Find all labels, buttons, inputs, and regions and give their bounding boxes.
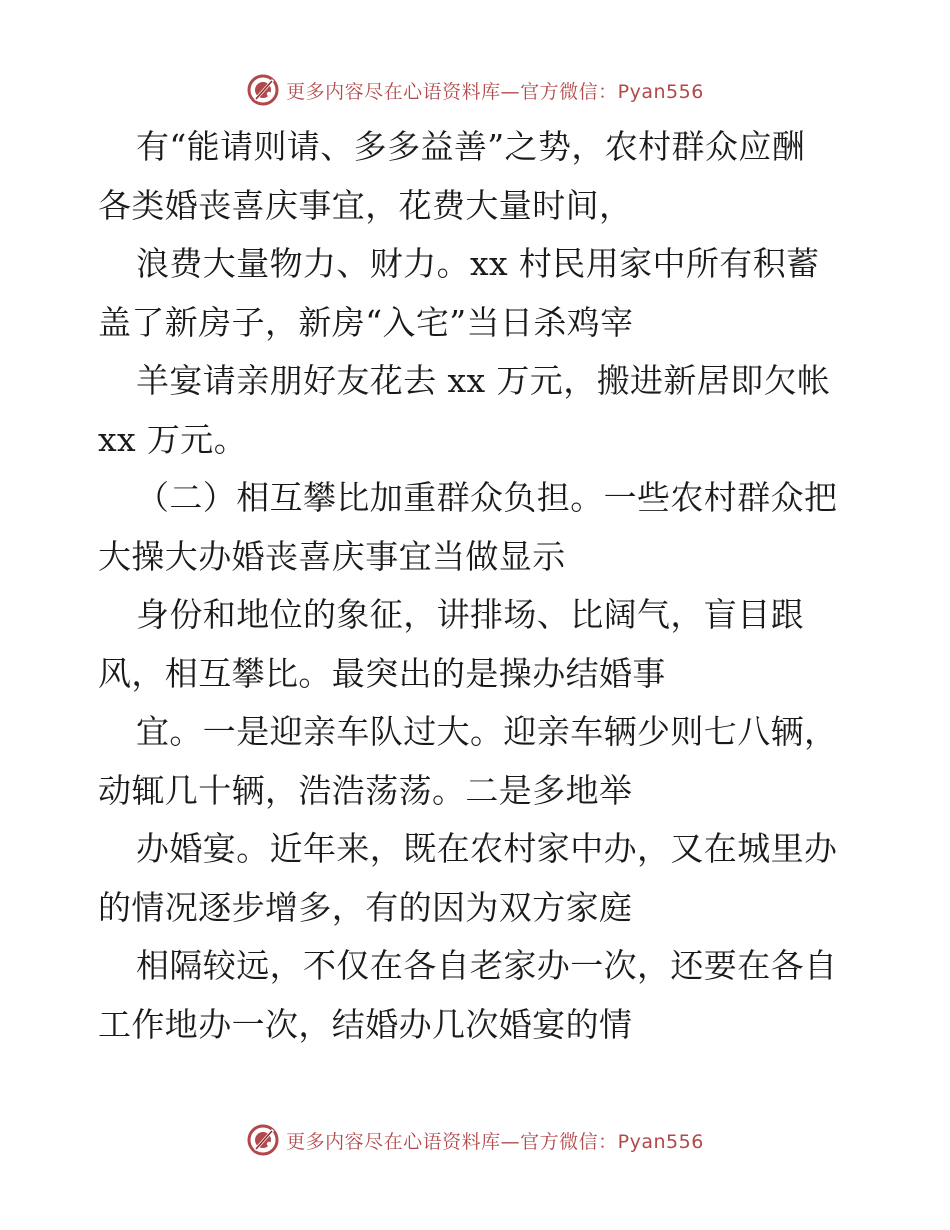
- text-line: 有“能请则请、多多益善”之势，农村群众应酬: [136, 127, 806, 166]
- text-line: 办婚宴。近年来，既在农村家中办，又在城里办: [136, 829, 838, 868]
- text-line: 动辄几十辆，浩浩荡荡。二是多地举: [98, 770, 633, 810]
- text-line: 身份和地位的象征，讲排场、比阔气，盲目跟: [136, 595, 804, 634]
- text-line: 盖了新房子，新房“入宅”当日杀鸡宰: [98, 302, 634, 342]
- text-line: 羊宴请亲朋好友花去 xx 万元，搬进新居即欠帐: [136, 361, 831, 400]
- text-line: xx 万元。: [98, 419, 248, 459]
- document-body: [98, 118, 858, 1054]
- text-line: 的情况逐步增多，有的因为双方家庭: [98, 887, 633, 927]
- text-line: 宜。一是迎亲车队过大。迎亲车辆少则七八辆，: [136, 712, 838, 751]
- text-line: 浪费大量物力、财力。xx 村民用家中所有积蓄: [136, 244, 820, 283]
- text-line: 工作地办一次，结婚办几次婚宴的情: [98, 1004, 633, 1044]
- watermark-text: 更多内容尽在心语资料库—官方微信：Pyan556: [286, 1130, 704, 1153]
- footer-watermark: [0, 1122, 950, 1158]
- pen-circle-logo-icon: [246, 73, 280, 107]
- watermark-text: 更多内容尽在心语资料库—官方微信：Pyan556: [286, 80, 704, 103]
- text-line: （二）相互攀比加重群众负担。一些农村群众把: [136, 478, 838, 517]
- text-line: 风，相互攀比。最突出的是操办结婚事: [98, 653, 666, 693]
- text-line: 相隔较远，不仅在各自老家办一次，还要在各自: [136, 946, 838, 985]
- pen-circle-logo-icon: [246, 1123, 280, 1157]
- header-watermark: [0, 72, 950, 108]
- text-line: 各类婚丧喜庆事宜，花费大量时间，: [98, 185, 633, 225]
- text-line: 大操大办婚丧喜庆事宜当做显示: [98, 536, 566, 576]
